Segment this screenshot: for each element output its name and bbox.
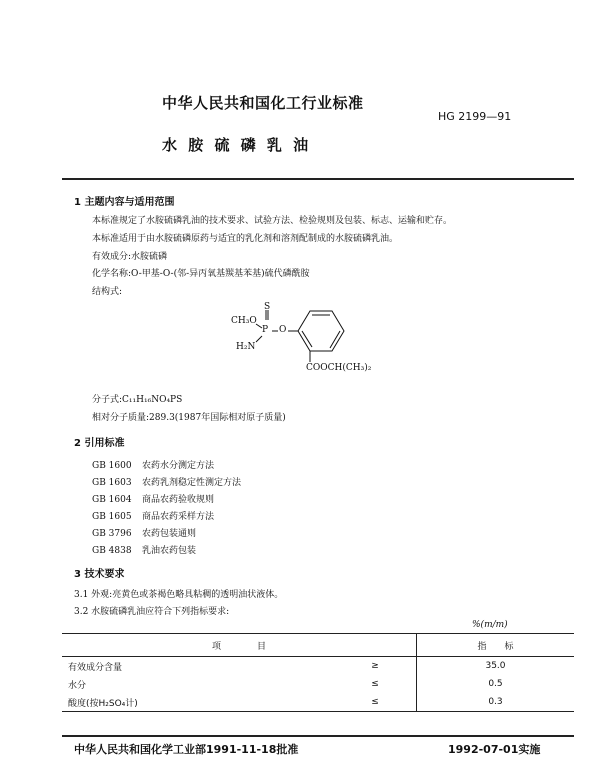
section-3-heading: 3 技术要求 (74, 569, 125, 580)
table-cell-value: 35.0 (417, 657, 575, 676)
reference-title: 农药水分测定方法 (142, 461, 215, 471)
structure-h2n-label: H₂N (236, 342, 256, 352)
reference-title: 农药乳剂稳定性测定方法 (142, 478, 242, 488)
reference-title: 农药包装通则 (142, 529, 197, 539)
reference-title: 商品农药采样方法 (142, 512, 215, 522)
section-3-item-2: 3.2 水胺硫磷乳油应符合下列指标要求: (74, 607, 230, 617)
structure-s-label: S (264, 302, 271, 312)
reference-code: GB 4838 (92, 546, 132, 556)
reference-item (92, 543, 196, 556)
reference-code: GB 1603 (92, 478, 132, 488)
section-2-heading: 2 引用标准 (74, 438, 125, 449)
table-row (62, 693, 574, 712)
table-cell-symbol: ≥ (371, 661, 379, 671)
table-cell-symbol: ≤ (334, 693, 417, 712)
table-cell-value: 0.3 (417, 693, 575, 712)
table-header-item: 项 目 (62, 634, 417, 657)
structure-p-label: P (262, 325, 269, 335)
reference-title: 商品农药验收规则 (142, 495, 215, 505)
table-cell-item: 水分 (68, 680, 87, 691)
section-1-heading: 1 主题内容与适用范围 (74, 197, 175, 208)
section-1-line-5: 结构式: (92, 287, 123, 297)
section-3-item-1: 3.1 外观:亮黄色或茶褐色略具粘稠的透明油状液体。 (74, 590, 284, 600)
effective-date: 1992-07-01实施 (448, 743, 541, 756)
section-1-line-3: 有效成分:水胺硫磷 (92, 252, 168, 262)
reference-item (92, 509, 214, 522)
reference-title: 乳油农药包装 (142, 546, 197, 556)
approval-note: 中华人民共和国化学工业部1991-11-18批准 (74, 743, 299, 756)
reference-code: GB 1604 (92, 495, 132, 505)
table-cell-item: 酸度(按H₂SO₄计) (62, 693, 334, 712)
reference-code: GB 1605 (92, 512, 132, 522)
spec-table (62, 633, 574, 712)
section-1-line-4: 化学名称:O-甲基-O-(邻-异丙氧基羰基苯基)硫代磷酰胺 (92, 269, 310, 279)
reference-item (92, 492, 214, 505)
structure-ch3o-label: CH₃O (231, 316, 257, 326)
table-unit: %(m/m) (472, 620, 508, 630)
reference-item (92, 475, 241, 488)
reference-code: GB 1600 (92, 461, 132, 471)
footer-rule (62, 735, 574, 737)
reference-item (92, 526, 196, 539)
section-1-line-1: 本标准规定了水胺硫磷乳油的技术要求、试验方法、检验规则及包装、标志、运输和贮存。 (92, 216, 453, 226)
molecular-formula: 分子式:C₁₁H₁₆NO₄PS (92, 395, 183, 405)
reference-code: GB 3796 (92, 529, 132, 539)
header-rule (62, 178, 574, 180)
table-header-row (62, 634, 574, 657)
standard-code: HG 2199—91 (438, 110, 512, 123)
reference-item (92, 458, 214, 471)
structure-ester-label: COOCH(CH₃)₂ (306, 363, 372, 373)
table-header-value: 指 标 (417, 634, 575, 657)
table-row (62, 675, 574, 693)
table-cell-symbol: ≤ (371, 679, 379, 689)
doc-title: 水 胺 硫 磷 乳 油 (162, 136, 312, 154)
molecular-mass: 相对分子质量:289.3(1987年国际相对原子质量) (92, 413, 286, 423)
table-cell-item: 有效成分含量 (68, 662, 123, 673)
section-1-line-2: 本标准适用于由水胺硫磷原药与适宜的乳化剂和溶剂配制成的水胺硫磷乳油。 (92, 234, 399, 244)
org-title: 中华人民共和国化工行业标准 (162, 94, 364, 112)
table-cell-value: 0.5 (417, 675, 575, 693)
structure-o-label: O (279, 325, 287, 335)
table-row (62, 657, 574, 676)
